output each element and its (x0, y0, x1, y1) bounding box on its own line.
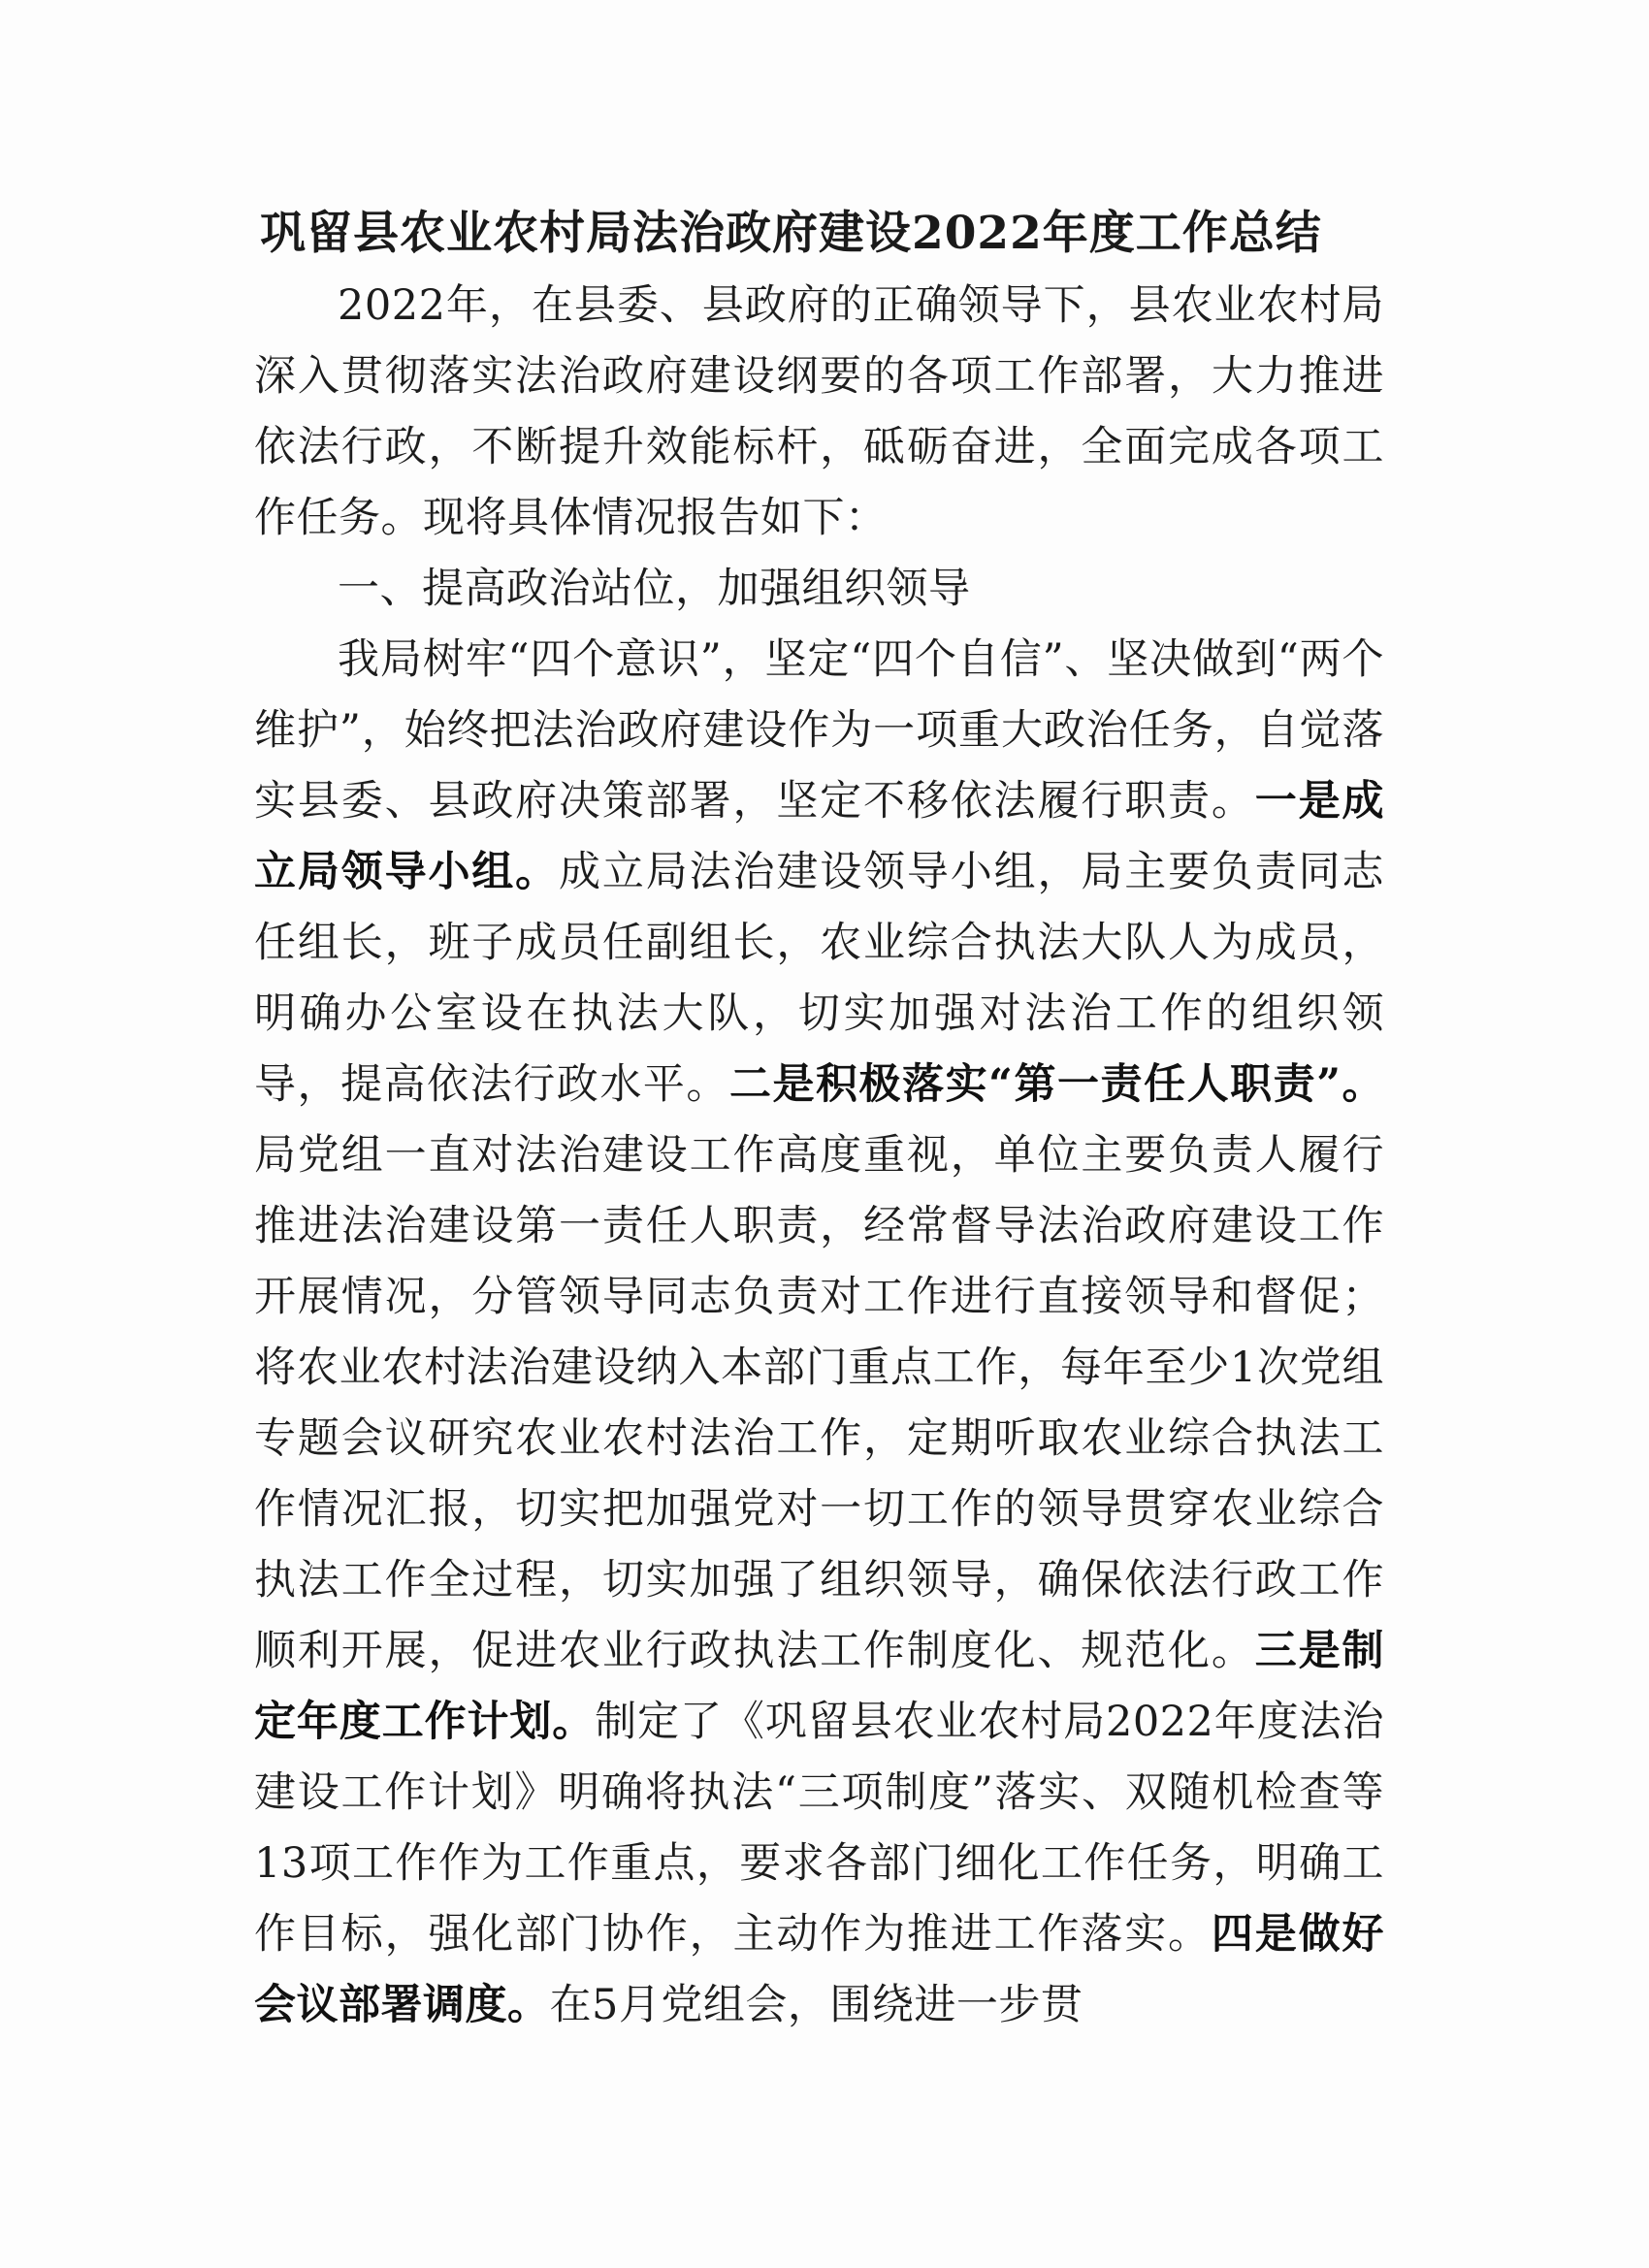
point-2-text: 局党组一直对法治建设工作高度重视，单位主要负责人履行推进法治建设第一责任人职责，经常督导法治政府建设工作开展情况，分管领导同志负责对工作进行直接领导和督促；将农业农村法治建设纳入本部门重点工作，每年至少1次党组专题会议研究农业农村法治工作，定期听取农业综合执法工作情况汇报，切实把加强党对一切工作的领导贯穿农业综合执法工作全过程，切实加强了组织领导，确保依法行政工作顺利开展，促进农业行政执法工作制度化、规范化。 (254, 1131, 1384, 1675)
section-heading: 一、提高政治站位，加强组织领导 (338, 565, 971, 613)
intro-paragraph: 2022年，在县委、县政府的正确领导下，县农业农村局深入贯彻落实法治政府建设纲要的各项工作部署，大力推进依法行政，不断提升效能标杆，砥砺奋进，全面完成各项工作任务。现将具体情况报告如下： (254, 281, 1384, 542)
point-2-title: 二是积极落实“第一责任人职责”。 (728, 1060, 1384, 1109)
point-1-text: 成立局法治建设领导小组，局主要负责同志任组长，班子成员任副组长，农业综合执法大队人为成员，明确办公室设在执法大队，切实加强对法治工作的组织领导，提高依法行政水平。 (254, 848, 1385, 1109)
point-4-title: 四是做好会议部署调度。 (254, 1910, 1385, 2029)
point-3-text: 制定了《巩留县农业农村局2022年度法治建设工作计划》明确将执法“三项制度”落实、双随机检查等13项工作作为工作重点，要求各部门细化工作任务，明确工作目标，强化部门协作，主动作为推进工作落实。 (254, 1698, 1384, 1959)
document-content (254, 202, 1384, 2041)
section-body-paragraph (254, 625, 1384, 2041)
document-title: 巩留县农业农村局法治政府建设2022年度工作总结 (260, 207, 1322, 260)
point-1-title: 一是成立局领导小组。 (254, 777, 1385, 896)
point-3-title: 三是制定年度工作计划。 (254, 1627, 1385, 1746)
section-lead-text: 我局树牢“四个意识”，坚定“四个自信”、坚决做到“两个维护”，始终把法治政府建设作为一项重大政治任务，自觉落实县委、县政府决策部署，坚定不移依法履行职责。 (254, 635, 1384, 826)
point-4-text: 在5月党组会，围绕进一步贯 (549, 1981, 1083, 2029)
